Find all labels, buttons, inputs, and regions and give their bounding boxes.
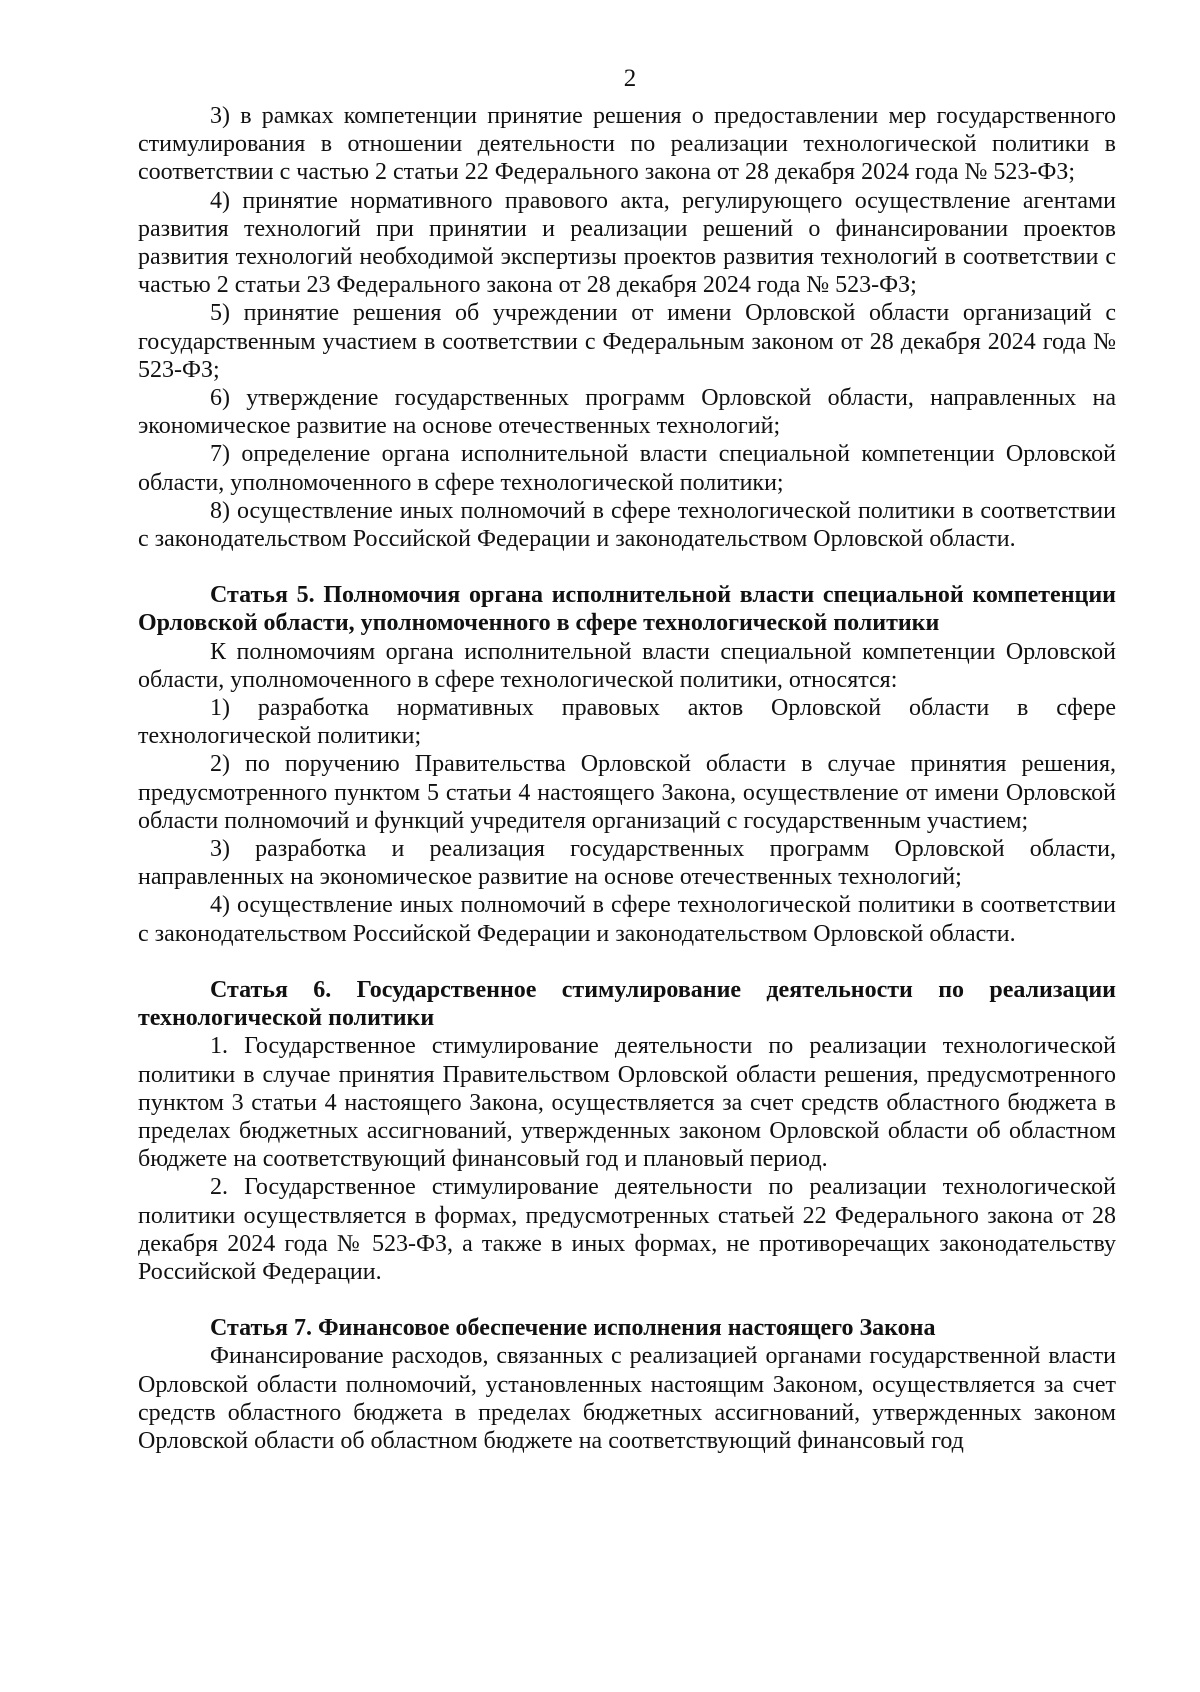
- document-body: [138, 102, 1116, 1455]
- list-item-6: 6) утверждение государственных программ Орловской области, направленных на экономическое развитие на основе отечественных технологий;: [138, 385, 1116, 440]
- article-6-title: Статья 6. Государственное стимулирование деятельности по реализации технологической политики: [138, 976, 1116, 1032]
- list-item-7: 7) определение органа исполнительной власти специальной компетенции Орловской области, уполномоченного в сфере технологической политики;: [138, 441, 1116, 496]
- article-7-paragraph: Финансирование расходов, связанных с реализацией органами государственной власти Орловской области полномочий, установленных настоящим Законом, осуществляется за счет средств областного бюджета в пределах бюджетных ассигнований, утвержденных законом Орловской области об областном бюджете на соответствующий финансовый год: [138, 1343, 1116, 1454]
- article-7-title: Статья 7. Финансовое обеспечение исполнения настоящего Закона: [210, 1315, 936, 1342]
- article-6-part-1: 1. Государственное стимулирование деятельности по реализации технологической политики в случае принятия Правительством Орловской области решения, предусмотренного пунктом 3 статьи 4 настоящего Закона, осуществляется за счет средств областного бюджета в пределах бюджетных ассигнований, утвержденных законом Орловской области об областном бюджете на соответствующий финансовый год и плановый период.: [138, 1033, 1116, 1173]
- article-5-item-4: 4) осуществление иных полномочий в сфере технологической политики в соответствии с законодательством Российской Федерации и законодательством Орловской области.: [138, 892, 1116, 947]
- list-item-4: 4) принятие нормативного правового акта, регулирующего осуществление агентами развития технологий при принятии и реализации решений о финансировании проектов развития технологий необходимой экспертизы проектов развития технологий в соответствии с частью 2 статьи 23 Федерального закона от 28 декабря 2024 года № 523-ФЗ;: [138, 187, 1116, 299]
- list-item-3: 3) в рамках компетенции принятие решения о предоставлении мер государственного стимулирования в отношении деятельности по реализации технологической политики в соответствии с частью 2 статьи 22 Федерального закона от 28 декабря 2024 года № 523-ФЗ;: [138, 103, 1116, 186]
- article-4-continuation: [138, 102, 1116, 553]
- page-number: 2: [623, 65, 637, 92]
- article-5-item-3: 3) разработка и реализация государственных программ Орловской области, направленных на экономическое развитие на основе отечественных технологий;: [138, 836, 1116, 891]
- list-item-8: 8) осуществление иных полномочий в сфере технологической политики в соответствии с законодательством Российской Федерации и законодательством Орловской области.: [138, 497, 1116, 553]
- list-item-5: 5) принятие решения об учреждении от имени Орловской области организаций с государственным участием в соответствии с Федеральным законом от 28 декабря 2024 года № 523-ФЗ;: [138, 300, 1116, 383]
- article-5-intro: К полномочиям органа исполнительной власти специальной компетенции Орловской области, уполномоченного в сфере технологической политики, относятся:: [138, 638, 1116, 693]
- article-5-item-1: 1) разработка нормативных правовых актов Орловской области в сфере технологической политики;: [138, 695, 1116, 750]
- article-6: [138, 976, 1116, 1286]
- article-5-title: Статья 5. Полномочия органа исполнительной власти специальной компетенции Орловской области, уполномоченного в сфере технологической политики: [138, 582, 1116, 637]
- article-5-item-2: 2) по поручению Правительства Орловской области в случае принятия решения, предусмотренного пунктом 5 статьи 4 настоящего Закона, осуществление от имени Орловской области полномочий и функций учредителя организаций с государственным участием;: [138, 751, 1116, 834]
- article-7: [138, 1314, 1116, 1455]
- article-6-part-2: 2. Государственное стимулирование деятельности по реализации технологической политики осуществляется в формах, предусмотренных статьей 22 Федерального закона от 28 декабря 2024 года № 523-ФЗ, а также в иных формах, не противоречащих законодательству Российской Федерации.: [138, 1174, 1116, 1285]
- article-5: [138, 581, 1116, 948]
